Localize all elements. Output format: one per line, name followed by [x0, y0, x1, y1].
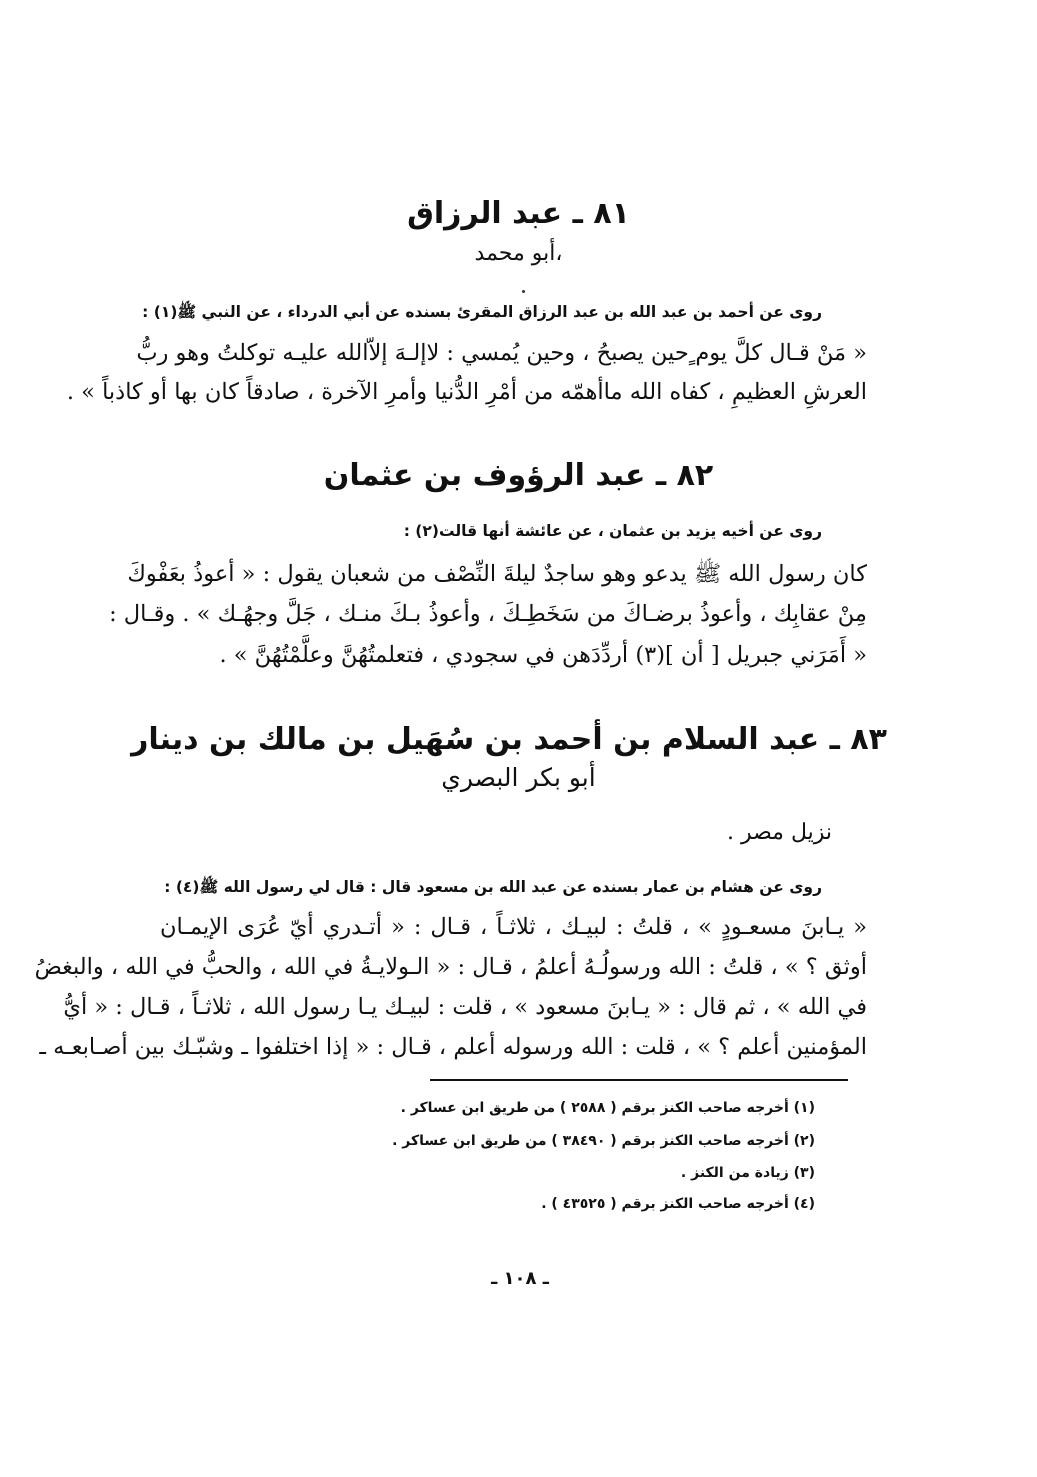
- entry-83-note: نزيل مصر .: [726, 820, 832, 845]
- footnote: (٣) زيادة من الكنز .: [680, 1165, 815, 1181]
- footnote: (٢) أخرجه صاحب الكنز برقم ( ٣٨٤٩٠ ) من طريق ابن عساكر .: [392, 1133, 815, 1149]
- entry-83-title: ٨٣ ـ عبد السلام بن أحمد بن سُهَيل بن مالك بن دينار: [131, 722, 887, 757]
- entry-81-title: ٨١ ـ عبد الرزاق: [407, 196, 630, 231]
- entry-81-text-line: العرشِ العظيمِ ، كفاه الله ماأهمّه من أمْرِ الدُّنيا وأمرِ الآخرة ، صادقاً كان بها أو كاذباً » .: [66, 379, 867, 405]
- footnote: (١) أخرجه صاحب الكنز برقم ( ٢٥٨٨ ) من طريق ابن عساكر .: [400, 1100, 815, 1116]
- entry-83-text-line: المؤمنين أعلم ؟ » ، قلت : الله ورسوله أعلم ، قـال : « إذا اختلفوا ـ وشبّـك بين أصـابعـه ـ: [39, 1034, 867, 1060]
- entry-82-text-line: مِنْ عقابِك ، وأعوذُ برضـاكَ من سَخَطِـكَ ، وأعوذُ بـكَ منـك ، جَلَّ وجهُـك » . وقـال :: [109, 601, 867, 627]
- entry-83-kunya: أبو بكر البصري: [441, 763, 596, 792]
- entry-81-isnad: روى عن أحمد بن عبد الله بن عبد الرزاق المقرئ بسنده عن أبي الدرداء ، عن النبي ﷺ(١) :: [142, 303, 822, 321]
- entry-83-text-line: أوثق ؟ » ، قلتُ : الله ورسولُـهُ أعلمُ ، قـال : « الـولايـةُ في الله ، والحبُّ في الله ، والبغضُ: [34, 954, 867, 980]
- ink-dot: [522, 290, 525, 293]
- entry-81-kunya: ،أبو محمد: [474, 241, 563, 266]
- entry-82-text-line: « أَمَرَني جبريل [ أن ](٣) أردِّدَهن في سجودي ، فتعلمتُهُنَّ وعلَّمْتُهُنَّ » .: [219, 642, 867, 668]
- entry-83-text-line: « يـابنَ مسعـودٍ » ، قلتُ : لبيـك ، ثلاثـاً ، قـال : « أتـدري أيّ عُرَى الإيمـان: [160, 914, 867, 940]
- entry-82-isnad: روى عن أخيه يزيد بن عثمان ، عن عائشة أنها قالت(٢) :: [403, 522, 822, 540]
- entry-83-text-line: في الله » ، ثم قال : « يـابنَ مسعود » ، قلت : لبيـك يـا رسول الله ، ثلاثـاً ، قـال : « أيُّ: [63, 994, 867, 1020]
- footnote-separator: [430, 1079, 848, 1081]
- entry-82-title: ٨٢ ـ عبد الرؤوف بن عثمان: [323, 458, 714, 493]
- entry-83-isnad: روى عن هشام بن عمار بسنده عن عبد الله بن مسعود قال : قال لي رسول الله ﷺ(٤) :: [164, 878, 822, 896]
- footnote: (٤) أخرجه صاحب الكنز برقم ( ٤٣٥٢٥ ) .: [541, 1196, 815, 1212]
- page-number: ـ ١٠٨ ـ: [491, 1268, 549, 1289]
- entry-82-text-line: كان رسول الله ﷺ يدعو وهو ساجدٌ ليلةَ النِّصْف من شعبان يقول : « أعوذُ بعَفْوكَ: [127, 561, 867, 587]
- entry-81-text-line: « مَنْ قـال كلَّ يوم ٍحين يصبحُ ، وحين يُمسي : لاإلـهَ إلاّالله عليـه توكلتُ وهو ربُّ: [136, 340, 867, 366]
